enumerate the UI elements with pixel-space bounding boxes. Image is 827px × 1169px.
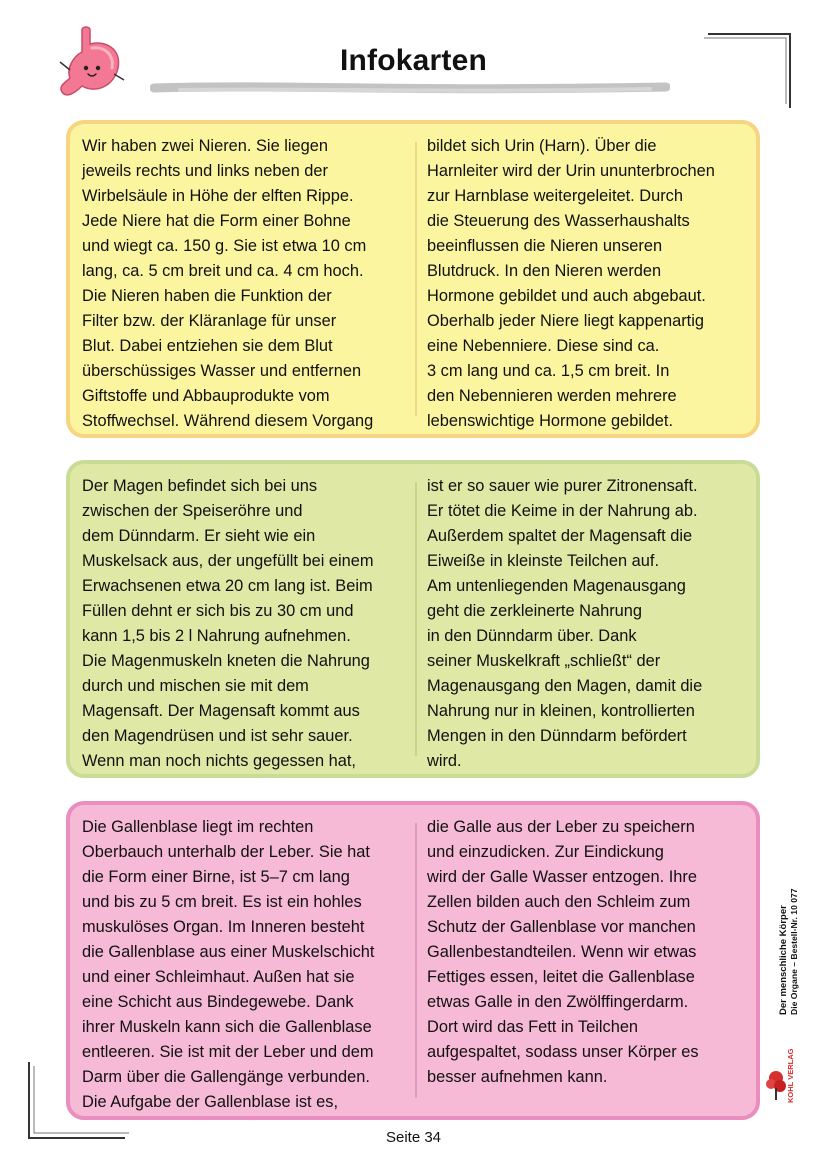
text-line: wird der Galle Wasser entzogen. Ihre [427,868,697,886]
card-column-left [82,134,408,434]
side-label-title: Der menschliche Körper [778,905,789,1015]
text-line: Filter bzw. der Kläranlage für unser [82,312,337,330]
text-line: Oberhalb jeder Niere liegt kappenartig [427,312,704,330]
info-card-stomach [66,460,760,778]
text-line: bildet sich Urin (Harn). Über die [427,137,657,155]
text-line: lang, ca. 5 cm breit und ca. 4 cm hoch. [82,262,364,280]
text-line: ist er so sauer wie purer Zitronensaft. [427,477,698,495]
text-line: Blutdruck. In den Nieren werden [427,262,662,280]
text-line: überschüssiges Wasser und entfernen [82,362,362,380]
text-line: Fettiges essen, leitet die Gallenblase [427,968,695,986]
side-label-order: Die Organe – Bestell-Nr. 10 077 [789,888,799,1015]
text-line: Giftstoffe und Abbauprodukte vom [82,387,330,405]
text-line: Harnleiter wird der Urin ununterbrochen [427,162,715,180]
text-line: Dort wird das Fett in Teilchen [427,1018,639,1036]
publisher-name: KOHL VERLAG [786,1048,795,1103]
text-line: etwas Galle in den Zwölffingerdarm. [427,993,689,1011]
page-title: Infokarten [339,44,488,77]
text-line: zur Harnblase weitergeleitet. Durch [427,187,683,205]
text-line: in den Dünndarm über. Dank [427,627,637,645]
text-line: eine Nebenniere. Diese sind ca. [427,337,660,355]
text-line: entleeren. Sie ist mit der Leber und dem [82,1043,374,1061]
text-line: Zellen bilden auch den Schleim zum [427,893,691,911]
title-brush-underline [150,80,670,96]
text-line: Die Magenmuskeln kneten die Nahrung [82,652,370,670]
text-line: Magensaft. Der Magensaft kommt aus [82,702,360,720]
text-line: Wirbelsäule in Höhe der elften Rippe. [82,187,354,205]
text-line: Der Magen befindet sich bei uns [82,477,318,495]
text-line: Erwachsenen etwa 20 cm lang ist. Beim [82,577,373,595]
publisher-logo-icon [764,1066,804,1106]
text-line: ihrer Muskeln kann sich die Gallenblase [82,1018,372,1036]
text-line: besser aufnehmen kann. [427,1068,608,1086]
text-line: Am untenliegenden Magenausgang [427,577,686,595]
text-line: Gallenbestandteilen. Wenn wir etwas [427,943,697,961]
card-column-left [82,474,408,774]
text-line: und einzudicken. Zur Eindickung [427,843,664,861]
text-line: Magenausgang den Magen, damit die [427,677,703,695]
text-line: Jede Niere hat die Form einer Bohne [82,212,351,230]
text-line: seiner Muskelkraft „schließt“ der [427,652,661,670]
column-divider [415,482,417,756]
text-line: Oberbauch unterhalb der Leber. Sie hat [82,843,370,861]
text-line: Die Gallenblase liegt im rechten [82,818,314,836]
info-card-kidneys [66,120,760,438]
text-line: jeweils rechts und links neben der [82,162,328,180]
text-line: die Gallenblase aus einer Muskelschicht [82,943,375,961]
text-line: Außerdem spaltet der Magensaft die [427,527,693,545]
text-line: Er tötet die Keime in der Nahrung ab. [427,502,698,520]
text-line: und wiegt ca. 150 g. Sie ist etwa 10 cm [82,237,367,255]
card-column-right [427,815,752,1090]
text-line: Muskelsack aus, der ungefüllt bei einem [82,552,374,570]
text-line: Die Nieren haben die Funktion der [82,287,332,305]
text-line: geht die zerkleinerte Nahrung [427,602,643,620]
text-line: Hormone gebildet und auch abgebaut. [427,287,706,305]
text-line: wird. [427,752,462,770]
text-line: 3 cm lang und ca. 1,5 cm breit. In [427,362,670,380]
text-line: Nahrung nur in kleinen, kontrollierten [427,702,695,720]
text-line: Darm über die Gallengänge verbunden. [82,1068,370,1086]
text-line: beeinflussen die Nieren unseren [427,237,663,255]
text-line: lebenswichtige Hormone gebildet. [427,412,674,430]
text-line: Wenn man noch nichts gegessen hat, [82,752,356,770]
text-line: und bis zu 5 cm breit. Es ist ein hohles [82,893,362,911]
text-line: Schutz der Gallenblase vor manchen [427,918,696,936]
text-line: Mengen in den Dünndarm befördert [427,727,687,745]
text-line: aufgespaltet, sodass unser Körper es [427,1043,699,1061]
text-line: den Nebennieren werden mehrere [427,387,677,405]
text-line: kann 1,5 bis 2 l Nahrung aufnehmen. [82,627,351,645]
page-number: Seite 34 [385,1129,442,1146]
text-line: Wir haben zwei Nieren. Sie liegen [82,137,328,155]
text-line: Blut. Dabei entziehen sie dem Blut [82,337,333,355]
column-divider [415,142,417,416]
text-line: muskulöses Organ. Im Inneren besteht [82,918,365,936]
text-line: durch und mischen sie mit dem [82,677,309,695]
text-line: zwischen der Speiseröhre und [82,502,303,520]
column-divider [415,823,417,1098]
card-column-right [427,474,752,774]
text-line: Füllen dehnt er sich bis zu 30 cm und [82,602,354,620]
text-line: Stoffwechsel. Während diesem Vorgang [82,412,374,430]
text-line: die Galle aus der Leber zu speichern [427,818,695,836]
info-card-gallbladder [66,801,760,1120]
text-line: dem Dünndarm. Er sieht wie ein [82,527,316,545]
card-column-right [427,134,752,434]
card-column-left [82,815,408,1115]
text-line: die Steuerung des Wasserhaushalts [427,212,690,230]
text-line: den Magendrüsen und ist sehr sauer. [82,727,353,745]
text-line: Eiweiße in kleinste Teilchen auf. [427,552,660,570]
text-line: die Form einer Birne, ist 5–7 cm lang [82,868,350,886]
text-line: und einer Schleimhaut. Außen hat sie [82,968,355,986]
side-label [778,888,800,1015]
text-line: Die Aufgabe der Gallenblase ist es, [82,1093,339,1111]
text-line: eine Schicht aus Bindegewebe. Dank [82,993,354,1011]
